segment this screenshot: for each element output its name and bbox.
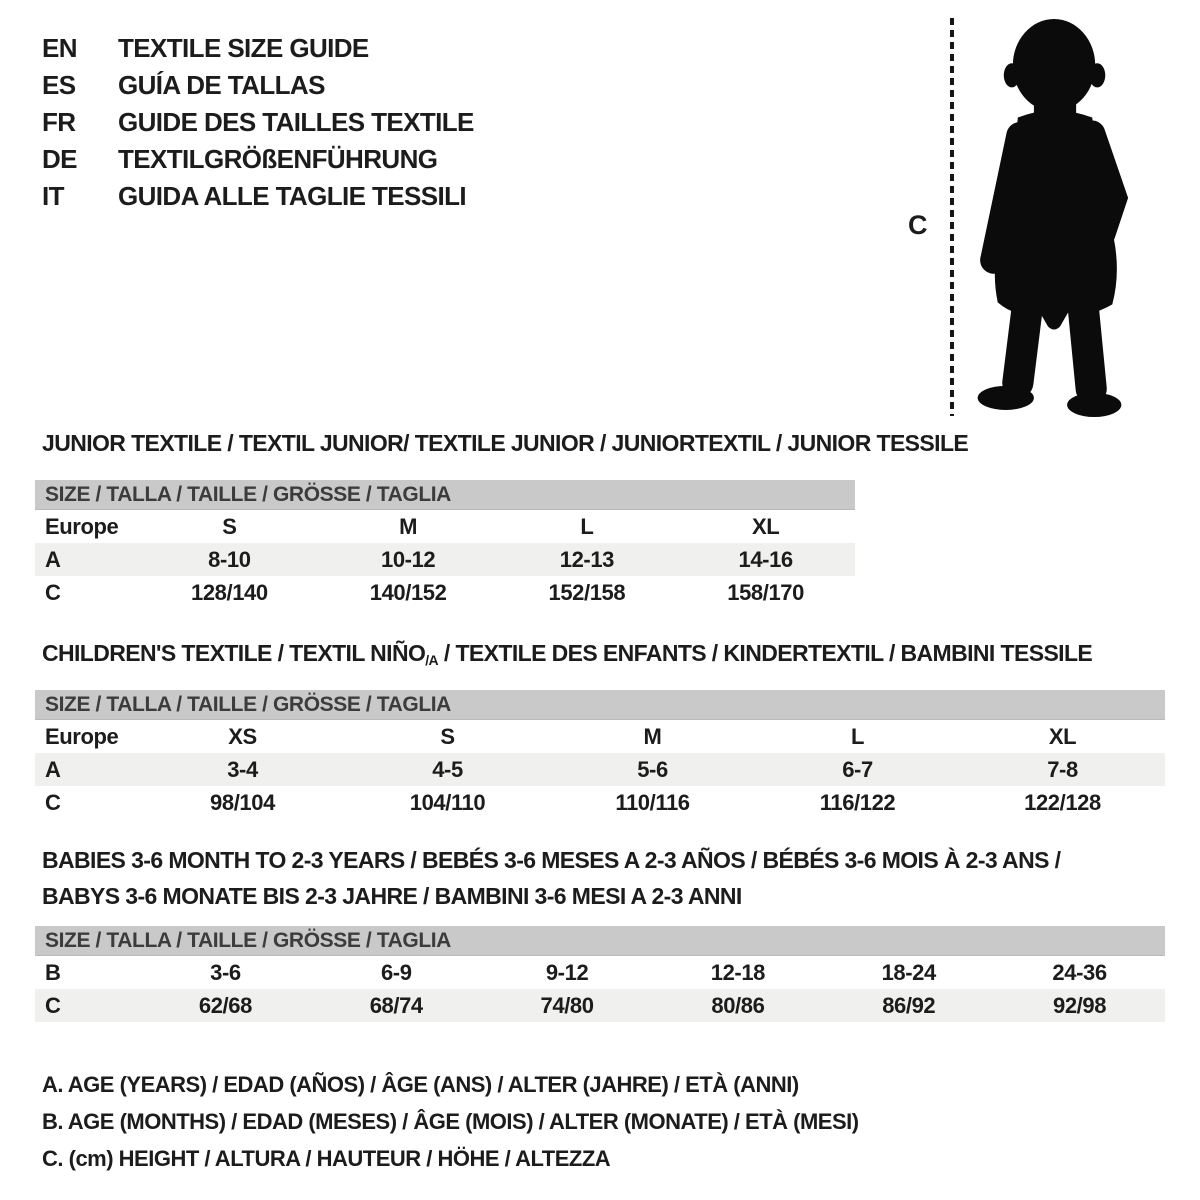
- column-header: L: [850, 723, 865, 749]
- language-row-en: [42, 30, 474, 67]
- table-cell: 122/128: [1024, 789, 1101, 815]
- children-title-sub: /A: [425, 652, 439, 668]
- table-cell: 24-36: [1052, 959, 1107, 985]
- junior-row-c: [35, 576, 855, 609]
- junior-size-table: [35, 480, 855, 609]
- column-header: Europe: [45, 723, 119, 749]
- table-cell: 140/152: [369, 579, 447, 605]
- table-cell: 9-12: [545, 959, 589, 985]
- children-title-post: / TEXTILE DES ENFANTS / KINDERTEXTIL / BAMBINI TESSILE: [438, 640, 1093, 666]
- table-cell: 110/116: [615, 789, 690, 815]
- column-header: XS: [228, 723, 257, 749]
- language-code: FR: [42, 107, 76, 137]
- table-cell: 3-6: [210, 959, 241, 985]
- language-code: IT: [42, 181, 64, 211]
- table-cell: 98/104: [210, 789, 275, 815]
- legend-line-a: A. AGE (YEARS) / EDAD (AÑOS) / ÂGE (ANS) / ALTER (JAHRE) / ETÀ (ANNI): [42, 1072, 799, 1097]
- table-cell: 116/122: [819, 789, 896, 815]
- table-cell: 8-10: [208, 546, 251, 572]
- language-code: DE: [42, 144, 77, 174]
- table-cell: 3-4: [227, 756, 258, 782]
- legend: [42, 1066, 859, 1177]
- table-cell: 5-6: [637, 756, 668, 782]
- babies-section-title: [42, 842, 1060, 914]
- height-measure-label: C: [908, 210, 928, 240]
- table-cell: 80/86: [711, 992, 765, 1018]
- language-row-it: [42, 178, 474, 215]
- language-row-fr: [42, 104, 474, 141]
- babies-size-table: [35, 926, 1165, 1022]
- table-cell: 12-13: [559, 546, 615, 572]
- table-cell: 158/170: [727, 579, 804, 605]
- guide-title-es: GUÍA DE TALLAS: [118, 70, 325, 100]
- size-header-bar: SIZE / TALLA / TAILLE / GRÖSSE / TAGLIA: [35, 690, 1165, 720]
- babies-row-c: [35, 989, 1165, 1022]
- size-header-bar: SIZE / TALLA / TAILLE / GRÖSSE / TAGLIA: [35, 480, 855, 510]
- column-header: M: [643, 723, 662, 749]
- table-cell: 128/140: [191, 579, 268, 605]
- table-cell: 6-9: [380, 959, 412, 985]
- children-column-header-row: [35, 720, 1165, 753]
- table-cell: 62/68: [198, 992, 252, 1018]
- row-label: A: [45, 756, 61, 782]
- column-header: S: [222, 513, 237, 539]
- babies-row-b: [35, 956, 1165, 989]
- junior-section-title: JUNIOR TEXTILE / TEXTIL JUNIOR/ TEXTILE JUNIOR / JUNIORTEXTIL / JUNIOR TESSILE: [42, 430, 969, 456]
- babies-title-line2: BABYS 3-6 MONATE BIS 2-3 JAHRE / BAMBINI 3-6 MESI A 2-3 ANNI: [42, 883, 742, 909]
- language-row-de: [42, 141, 474, 178]
- guide-title-it: GUIDA ALLE TAGLIE TESSILI: [118, 181, 467, 211]
- junior-column-header-row: [35, 510, 855, 543]
- legend-line-b: B. AGE (MONTHS) / EDAD (MESES) / ÂGE (MOIS) / ALTER (MONATE) / ETÀ (MESI): [42, 1109, 859, 1134]
- guide-title-de: TEXTILGRÖßENFÜHRUNG: [118, 144, 438, 174]
- table-cell: 10-12: [380, 546, 436, 572]
- legend-line-c: C. (cm) HEIGHT / ALTURA / HAUTEUR / HÖHE / ALTEZZA: [42, 1146, 611, 1171]
- table-cell: 68/74: [369, 992, 423, 1018]
- table-cell: 7-8: [1047, 756, 1078, 782]
- row-label: C: [45, 789, 61, 815]
- guide-title-fr: GUIDE DES TAILLES TEXTILE: [118, 107, 474, 137]
- table-cell: 6-7: [842, 756, 873, 782]
- babies-title-line1: BABIES 3-6 MONTH TO 2-3 YEARS / BEBÉS 3-6 MESES A 2-3 AÑOS / BÉBÉS 3-6 MOIS À 2-3 ANS /: [42, 847, 1061, 873]
- column-header: Europe: [45, 513, 119, 539]
- language-code: EN: [42, 33, 77, 63]
- toddler-silhouette-icon: [963, 13, 1137, 420]
- column-header: M: [399, 513, 418, 539]
- column-header: S: [440, 723, 455, 749]
- language-title-list: [42, 30, 474, 215]
- row-label: C: [45, 579, 61, 605]
- table-cell: 92/98: [1053, 992, 1107, 1018]
- column-header: XL: [751, 513, 780, 539]
- guide-title-en: TEXTILE SIZE GUIDE: [118, 33, 369, 63]
- children-row-c: [35, 786, 1165, 819]
- table-cell: 104/110: [409, 789, 486, 815]
- language-code: ES: [42, 70, 76, 100]
- table-cell: 152/158: [548, 579, 626, 605]
- language-row-es: [42, 67, 474, 104]
- size-header-bar: SIZE / TALLA / TAILLE / GRÖSSE / TAGLIA: [35, 926, 1165, 956]
- column-header: L: [580, 513, 594, 539]
- children-row-a: [35, 753, 1165, 786]
- row-label: C: [45, 992, 61, 1018]
- children-size-table: [35, 690, 1165, 819]
- table-cell: 14-16: [738, 546, 793, 572]
- table-cell: 12-18: [710, 959, 766, 985]
- junior-row-a: [35, 543, 855, 576]
- children-title-pre: CHILDREN'S TEXTILE / TEXTIL NIÑO: [42, 640, 426, 666]
- column-header: XL: [1048, 723, 1077, 749]
- table-cell: 74/80: [540, 992, 594, 1018]
- height-measure-dashed-line: [950, 18, 954, 416]
- table-cell: 18-24: [881, 959, 936, 985]
- row-label: B: [45, 959, 61, 985]
- table-cell: 86/92: [882, 992, 936, 1018]
- children-section-title: [42, 640, 1092, 668]
- table-cell: 4-5: [432, 756, 463, 782]
- row-label: A: [45, 546, 61, 572]
